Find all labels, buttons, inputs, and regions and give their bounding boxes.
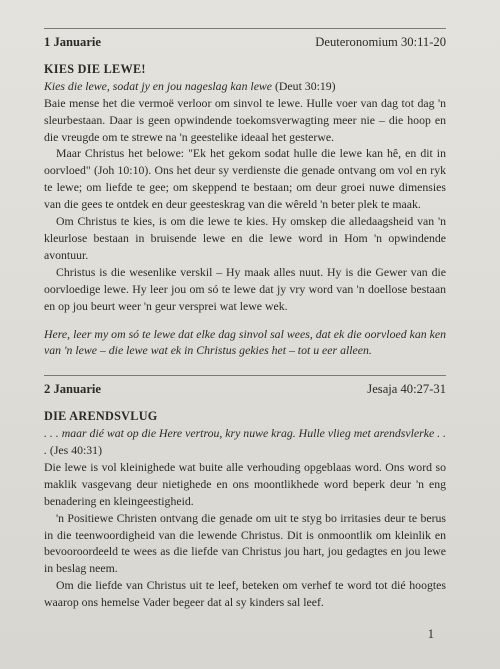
- scripture-reference: Deuteronomium 30:11-20: [315, 35, 446, 49]
- entry-date: 2 Januarie: [44, 382, 102, 397]
- paragraph: 'n Positiewe Christen ontvang die genade om uit te styg bo irritasies deur te berus in die teenwoordigheid van die lewende Christus. Dit is onmoontlik om kleinlik en bevooroordeeld te wees as die liefde van Christus jou hart, jou gedagtes en jou lewe in beslag neem.: [44, 510, 446, 576]
- paragraph: Om die liefde van Christus uit te leef, beteken om verhef te word tot dié hoogtes waarop ons hemelse Vader begeer dat al sy kinders sal leef.: [44, 578, 446, 610]
- key-verse-text: Kies die lewe, sodat jy en jou nageslag kan lewe: [44, 78, 273, 93]
- key-verse-text: . . . maar dié wat op die Here vertrou, kry nuwe krag. Hulle vlieg met arendsvlerke . . .: [44, 426, 446, 458]
- entry-title: DIE ARENDSVLUG: [44, 409, 158, 424]
- paragraph: Christus is die wesenlike verskil – Hy maak alles nuut. Hy is die Gewer van die oorvloedige lewe. Hy leer jou om só te lewe dat jy vry word van 'n doellose bestaan en op jou beurt weer 'n geur versprei wat lewe wek.: [44, 264, 446, 313]
- paragraph: Maar Christus het belowe: "Ek het gekom sodat hulle die lewe kan hê, en dit in oorvloed" (Joh 10:10). Ons het deur sy verdienste die genade ontvang om vol en ryk te lewe; om liefde te gee; om skeppend te bestaan; om deur groei nuwe dimensies van die gees te ontdek en deur geesteskrag van die wêreld 'n beter plek te maak.: [44, 146, 446, 212]
- entry-header: [44, 381, 446, 398]
- text-column: [44, 28, 446, 611]
- entry-date: 1 Januarie: [44, 35, 102, 49]
- paragraph: Baie mense het die vermoë verloor om sinvol te lewe. Hulle voer van dag tot dag 'n sleurbestaan. Daar is geen opwindende toekomsverwagting meer nie – die hoop en die vreugde om te strewe na 'n geestelike ideaal het gesterwe.: [44, 95, 446, 144]
- key-verse-ref: (Deut 30:19): [272, 78, 336, 93]
- paragraph: Die lewe is vol kleinighede wat buite alle verhouding opgeblaas word. Ons word so maklik vasgevang deur nietighede en ons moontlikhede word beperk deur 'n eng benadering en kleingeestigheid.: [44, 459, 446, 508]
- key-verse-ref: (Jes 40:31): [46, 443, 102, 458]
- entry-header: [44, 34, 446, 51]
- header-rule: [44, 375, 446, 376]
- header-rule: [44, 28, 446, 29]
- entry-title: KIES DIE LEWE!: [44, 61, 146, 76]
- key-verse: [44, 425, 446, 459]
- page-number: 1: [427, 627, 434, 641]
- prayer: Here, leer my om só te lewe dat elke dag sinvol sal wees, dat ek die oorvloed kan ken van 'n lewe – die lewe wat ek in Christus gekies het – tot u eer alleen.: [44, 326, 446, 358]
- key-verse: [44, 78, 446, 95]
- paragraph: Om Christus te kies, is om die lewe te kies. Hy omskep die alledaagsheid van 'n kleurlose bestaan in bruisende lewe en die lewe word in Hom 'n opwindende avontuur.: [44, 214, 446, 262]
- scripture-reference: Jesaja 40:27-31: [367, 382, 446, 397]
